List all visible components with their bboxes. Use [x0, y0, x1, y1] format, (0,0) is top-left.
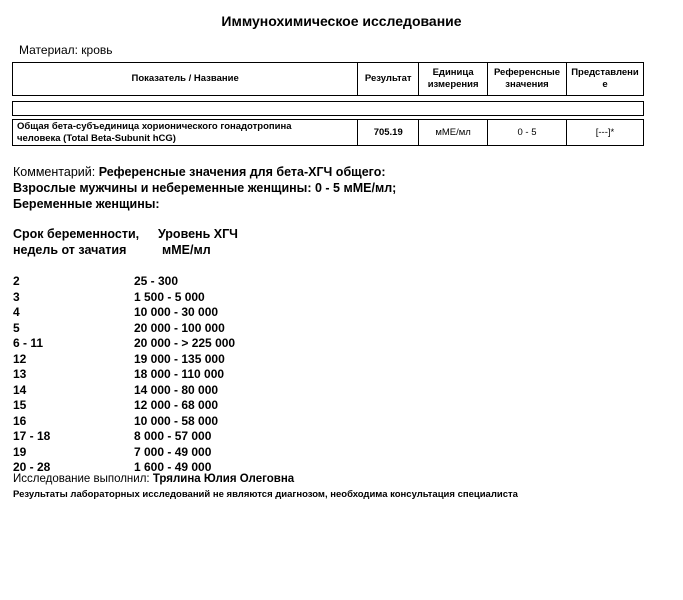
week-value: 16: [13, 413, 27, 428]
header-rep-line1: Представлени: [571, 67, 639, 78]
performed-label: Исследование выполнил:: [13, 473, 150, 485]
table-header-row: [13, 63, 644, 96]
week-value: 5: [13, 320, 20, 335]
comment-line2: [13, 180, 396, 196]
header-representation: [566, 63, 643, 96]
week-value: 17 - 18: [13, 429, 51, 443]
week-col-header-line1: Срок беременности,: [13, 227, 140, 241]
level-value: 1 600 - 49 000: [134, 460, 212, 474]
week-value: 6 - 11: [13, 336, 44, 350]
header-ref-line2: значения: [505, 79, 549, 90]
week-value: 14: [13, 382, 27, 397]
level-value: 19 000 - 135 000: [134, 351, 225, 366]
week-col-header-line2: недель от зачатия: [13, 243, 127, 257]
level-value: 12 000 - 68 000: [134, 398, 219, 412]
comment-text2: Взрослые мужчины и небеременные женщины: 0 - 5 мМЕ/мл;: [13, 181, 397, 195]
row-name-line1: Общая бета-субъединица хорионического гонадотропина: [17, 120, 292, 132]
level-value: 10 000 - 58 000: [134, 413, 219, 428]
level-col-header-line2: мМЕ/мл: [162, 243, 211, 257]
week-value: 2: [13, 274, 20, 288]
row-representation: [---]*: [566, 120, 643, 146]
performed-name: Трялина Юлия Олеговна: [152, 473, 295, 485]
row-unit: мМЕ/мл: [419, 120, 488, 146]
header-unit-line2: измерения: [427, 79, 479, 90]
level-value: 8 000 - 57 000: [134, 429, 212, 443]
week-value: 3: [13, 289, 20, 304]
week-table-header: [13, 226, 238, 258]
table-empty-row: [13, 102, 644, 116]
disclaimer: Результаты лабораторных исследований не являются диагнозом, необходима консультация специалиста: [13, 489, 518, 500]
week-value: 19: [13, 444, 27, 459]
performed-by: [13, 473, 294, 485]
table-row: [13, 120, 644, 146]
week-value: 13: [13, 367, 27, 381]
row-result: 705.19: [358, 120, 419, 146]
header-name: Показатель / Название: [13, 63, 358, 96]
level-value: 10 000 - 30 000: [134, 305, 219, 319]
header-rep-line2: е: [602, 79, 608, 90]
level-value: 14 000 - 80 000: [134, 382, 219, 397]
level-value: 1 500 - 5 000: [134, 289, 205, 304]
week-value: 20 - 28: [13, 460, 51, 474]
week-value: 12: [13, 351, 27, 366]
comment-label: Комментарий:: [13, 165, 96, 179]
comment-text3: Беременные женщины:: [13, 197, 160, 211]
level-value: 20 000 - > 225 000: [134, 336, 236, 350]
comment-line1: [13, 164, 396, 180]
material-label: Материал: кровь: [19, 43, 113, 57]
row-name-line2: человека (Total Beta-Subunit hCG): [17, 132, 176, 144]
header-unit-line1: Единица: [432, 67, 474, 78]
header-ref-line1: Референсные: [493, 67, 561, 78]
week-value: 15: [13, 398, 27, 412]
row-name: [13, 120, 358, 146]
level-col-header-line1: Уровень ХГЧ: [158, 227, 238, 241]
level-value: 25 - 300: [134, 274, 179, 288]
header-unit: [419, 63, 488, 96]
page-title: Иммунохимическое исследование: [221, 13, 462, 29]
results-table: [12, 62, 644, 146]
level-value: 18 000 - 110 000: [134, 367, 225, 381]
level-value: 20 000 - 100 000: [134, 320, 225, 335]
week-value: 4: [13, 305, 20, 319]
comment-block: [13, 164, 396, 212]
comment-line3: [13, 196, 396, 212]
level-value: 7 000 - 49 000: [134, 444, 212, 459]
header-reference: [488, 63, 567, 96]
header-result: Результат: [358, 63, 419, 96]
comment-text1: Референсные значения для бета-ХГЧ общего:: [98, 165, 386, 179]
row-reference: 0 - 5: [488, 120, 567, 146]
